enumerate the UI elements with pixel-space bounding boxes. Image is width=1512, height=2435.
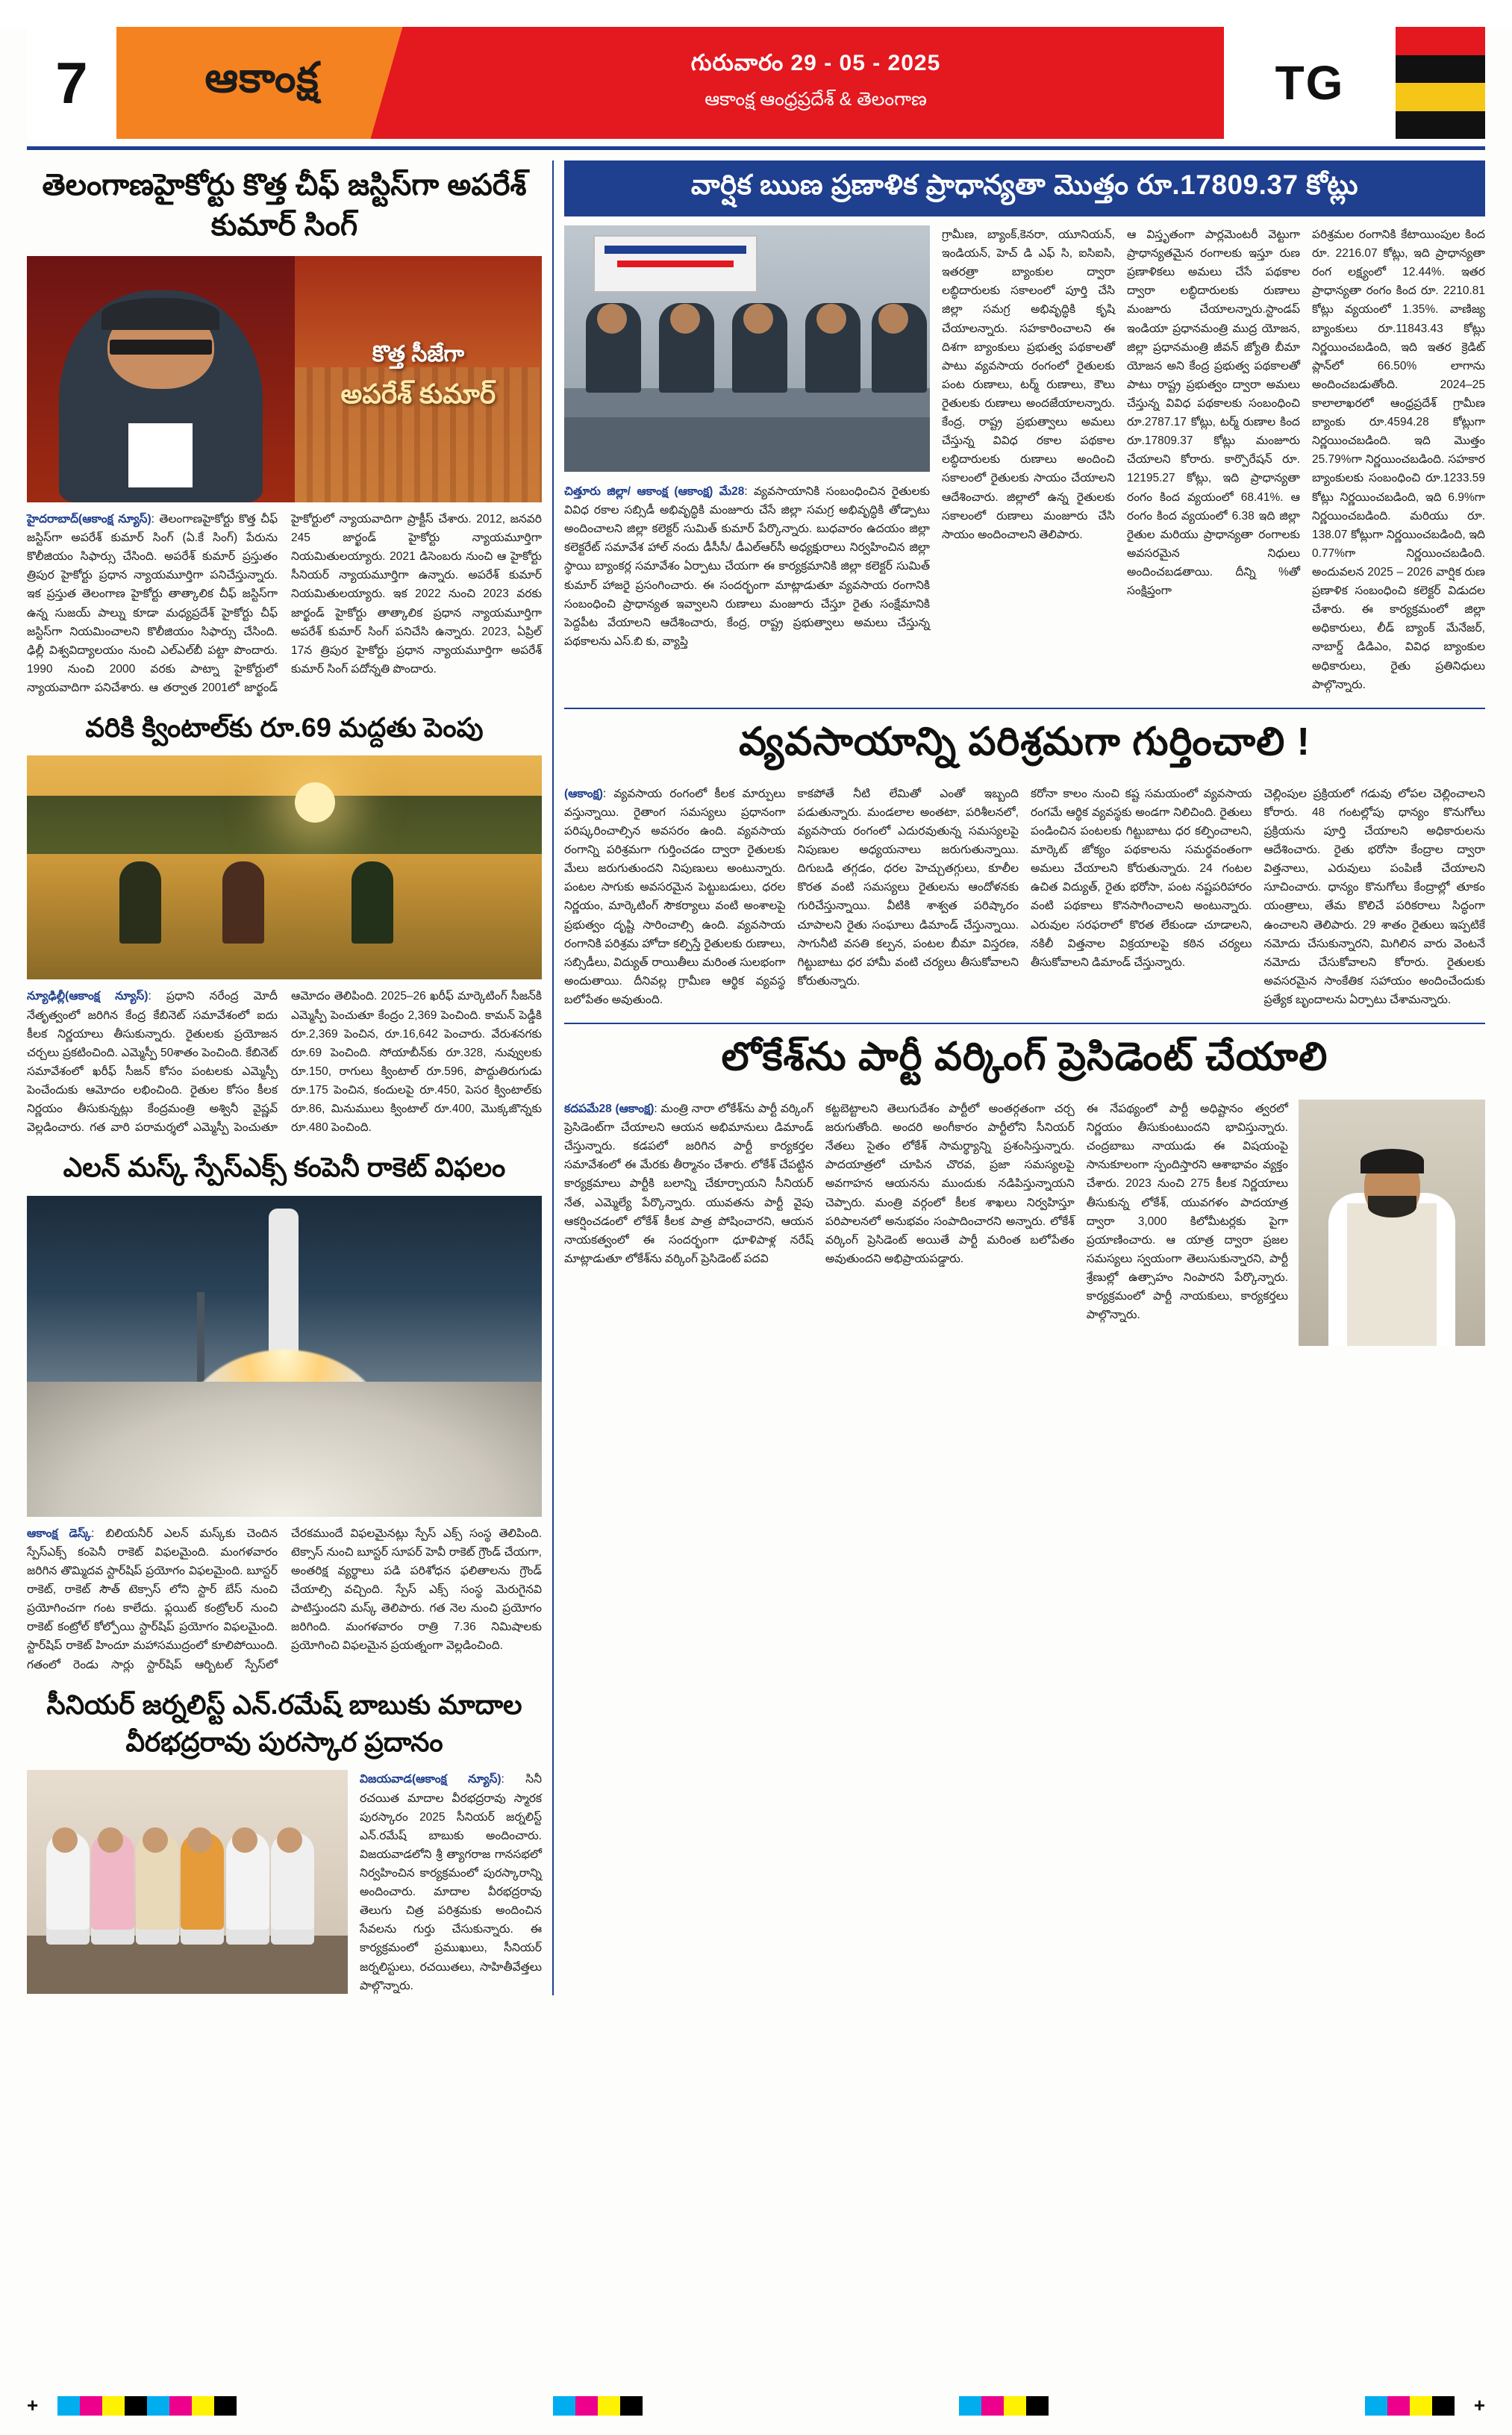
flag-stripes	[1396, 27, 1485, 139]
masthead-rule	[27, 146, 1485, 150]
page-number-box	[27, 27, 116, 139]
left-column	[27, 160, 542, 1995]
story-msp-body	[27, 987, 542, 1137]
banner-lokesh: లోకేశ్‌ను పార్టీ వర్కింగ్ ప్రెసిడెంట్ చేయాలి	[721, 1035, 1328, 1079]
issue-date: గురువారం 29 - 05 - 2025	[690, 51, 941, 75]
headline-award: సీనియర్ జర్నలిస్ట్ ఎన్.రమేష్ బాబుకు మాదాల వీరభద్రరావు పురస్కార ప్రదానం	[46, 1689, 522, 1758]
region-code: TG	[1275, 56, 1345, 110]
lokesh-text-1: : మంత్రి నారా లోకేశ్‌ను పార్టీ వర్కింగ్ ప్రెసిడెంట్‌గా చేయాలని ఆయన అభిమానులు డిమాండ్ చేస్తున్నారు. కడపలో జరిగిన పార్టీ కార్యకర్తల సమావేశంలో ఈ మేరకు తీర్మానం చేశారు. లోకేశ్ చేపట్టిన కార్యక్రమాలు పార్టీకి బలాన్ని చేకూర్చాయని సీనియర్ నేత, ఎమ్మెల్యే పేర్కొన్నారు. యువతను పార్టీ వైపు ఆకర్షించడంలో లోకేశ్ కీలక పాత్ర పోషించారని, ఆయన నాయకత్వంలో ఈ సందర్భంగా ధూళిపాళ్ల నరేష్ మాట్లాడుతూ లోకేశ్‌ను వర్కింగ్ ప్రెసిడెంట్ పదవి	[564, 1103, 813, 1265]
masthead	[27, 27, 1485, 139]
registration-mark-right: +	[1473, 2394, 1485, 2416]
lokesh-col2: కట్టబెట్టాలని తెలుగుదేశం పార్టీలో అంతర్గతంగా చర్చ జరుగుతోంది. అందరి అంగీకారం పార్టీలోని సీనియర్ నేతలు సైతం లోకేశ్ సామర్థ్యాన్ని ప్రశంసిస్తున్నారు. పాదయాత్రలో చూపిన చొరవ, ప్రజా సమస్యలపై అవగాహన ఆయనను ముందుకు నడిపిస్తున్నాయని చెప్పారు. మంత్రి వర్గంలో కీలక శాఖలు నిర్వహిస్తూ పరిపాలనలో అనుభవం సంపాదించారని అన్నారు. లోకేశ్ వర్కింగ్ ప్రెసిడెంట్ అయితే పార్టీ మరింత బలోపేతం అవుతుందని అభిప్రాయపడ్డారు.	[825, 1103, 1075, 1265]
byline-agri: (ఆకాంక్ష)	[564, 787, 603, 800]
right-column	[564, 160, 1485, 1995]
story-spacex-body	[27, 1524, 542, 1674]
story-spacex-text: : బిలియనీర్ ఎలన్ మస్క్‌కు చెందిన స్పేస్‌ఎక్స్ కంపెనీ రాకెట్ విఫలమైంది. మంగళవారం జరిగిన తొమ్మిదవ స్టార్‌షిప్ ప్రయోగం విఫలమైంది. బూస్టర్ రాకెట్, రాకెట్ సౌత్ టెక్సాస్ లోని స్టార్ బేస్ నుంచి ప్రయోగించగా గంట కాలేదు. ఫ్లయిట్ కంట్రోలర్ నుంచి రాకెట్ కంట్రోల్ కోల్పోయి స్టార్‌షిప్ ప్రయోగం విఫలమైంది. స్టార్‌షిప్ రాకెట్ హిందూ మహాసముద్రంలో కూలిపోయింది. గతంలో రెండు సార్లు స్టార్‌షిప్ ఆర్బిటల్ స్పేస్‌లో చేరకముందే విఫలమైనట్లు స్పేస్ ఎక్స్ సంస్థ తెలిపింది. టెక్సాస్ నుంచి బూస్టర్ సూపర్ హెవీ రాకెట్ గ్రౌండ్ చేయగా, అంతరిక్ష వ్యర్థాలు పడి పరిశోధన ఫలితాలను గ్రౌండ్ చేయాల్సి వచ్చింది. స్పేస్ ఎక్స్ సంస్థ మెరుగైనవి పాటిస్తుందని మస్క్ తెలిపారు. గత నెల నుంచి ప్రయోగం జరిగింది. మంగళవారం రాత్రి 7.36 నిమిషాలకు ప్రయోగించి విఫలమైన ప్రయత్నంగా వెల్లడించింది.	[27, 1527, 542, 1671]
judge-photo-caption-1: కొత్త సీజేగా	[372, 342, 464, 367]
story-judge-body	[27, 510, 542, 697]
newspaper-page	[0, 27, 1512, 2435]
headline-judge: తెలంగాణహైకోర్టు కొత్త చీఫ్ జస్టిస్‌గా అపరేశ్ కుమార్ సింగ్	[42, 169, 527, 242]
date-box	[407, 27, 1224, 139]
byline-lokesh: కదపమే28 (ఆకాంక్ష)	[564, 1103, 655, 1116]
story-award-text: : సినీ రచయిత మాదాల వీరభద్రరావు స్మారక పురస్కారం 2025 సీనియర్ జర్నలిస్ట్ ఎన్.రమేష్ బాబుకు అందించారు. విజయవాడలోని శ్రీ త్యాగరాజ గానసభలో నిర్వహించిన కార్యక్రమంలో పురస్కారాన్ని అందించారు. మాదాల వీరభద్రరావు తెలుగు చిత్ర పరిశ్రమకు అందించిన సేవలను గుర్తు చేసుకున్నారు. ఈ కార్యక్రమంలో ప్రముఖులు, సీనియర్ జర్నలిస్టులు, రచయితలు, సాహితీవేత్తలు పాల్గొన్నారు.	[360, 1773, 542, 1992]
banner-agriculture: వ్యవసాయాన్ని పరిశ్రమగా గుర్తించాలి !	[739, 720, 1310, 764]
lokesh-portrait-photo	[1299, 1100, 1485, 1346]
loan-story-col1	[564, 482, 930, 651]
agri-col4: చెల్లింపుల ప్రక్రియలో గడువు లోపల చెల్లించాలని కోరారు. 48 గంటల్లోపు ధాన్యం కొనుగోలు ప్రక్రియను పూర్తి చేయాలని అధికారులను ఆదేశించారు. రైతు భరోసా కేంద్రాల ద్వారా విత్తనాలు, ఎరువులు పంపిణీ చేయాలని సూచించారు. ధాన్యం కొనుగోలు కేంద్రాల్లో తూకం యంత్రాలు, తేమ కొలిచే పరికరాలు సిద్ధంగా ఉంచాలని తెలిపారు. 29 శాతం రైతులు ఇప్పటికే నమోదు చేసుకున్నారని, మిగిలిన వారు వెంటనే నమోదు చేసుకోవాలని కోరారు. రైతులకు అవసరమైన సాంకేతిక సహాయం అందించేందుకు ప్రత్యేక బృందాలను ఏర్పాటు చేశామన్నారు.	[1263, 787, 1485, 1006]
column-divider	[552, 160, 554, 1995]
page-number: 7	[55, 50, 88, 116]
content-grid	[27, 160, 1485, 1995]
story-judge-text: : తెలంగాణహైకోర్టు కొత్త చీఫ్ జస్టిస్‌గా అపరేశ్ కుమార్ సింగ్ (ఏ.కే సింగ్) పేరును కొలీజియం సిఫార్సు చేసింది. అపరేశ్ కుమార్ ప్రస్తుతం త్రిపుర హైకోర్టు ప్రధాన న్యాయమూర్తిగా పనిచేస్తున్నారు. ఇక ప్రస్తుత తెలంగాణ హైకోర్టు తాత్కాలిక చీఫ్ జస్టిస్‌గా ఉన్న సుజయ్ పాల్ను కూడా మధ్యప్రదేశ్ హైకోర్టు చీఫ్ జస్టిస్‌గా నియమించాలని కొలీజియం సిఫార్సు చేసింది. ఢిల్లీ విశ్వవిద్యాలయం నుంచి ఎల్‌ఎల్‌బీ పట్టా పొందారు. 1990 నుంచి 2000 వరకు పాట్నా హైకోర్టులో న్యాయవాదిగా పనిచేశారు. ఆ తర్వాత 2001లో జార్ఖండ్ హైకోర్టులో న్యాయవాదిగా ప్రాక్టీస్ చేశారు. 2012, జనవరి 245 జార్ఖండ్ హైకోర్టు న్యాయమూర్తిగా నియమితులయ్యారు. 2021 డిసెంబరు నుంచి ఆ హైకోర్టు సీనియర్ న్యాయమూర్తిగా ఉన్నారు. అపరేశ్ కుమార్ నియమితులయ్యారు. ఇక 2022 నుంచి 2023 వరకు జార్ఖండ్ హైకోర్టు తాత్కాలిక ప్రధాన న్యాయమూర్తిగా అపరేశ్ కుమార్ సింగ్ పనిచేసి ఉన్నారు. 2023, ఏప్రిల్ 17న త్రిపుర హైకోర్టు ప్రధాన న్యాయమూర్తిగా అపరేశ్ కుమార్ సింగ్ పదోన్నతి పొందారు.	[27, 513, 542, 694]
color-bar-1	[57, 2396, 237, 2416]
region-box	[1224, 27, 1396, 139]
color-bar-4	[1365, 2396, 1455, 2416]
byline-loan: చిత్తూరు జిల్లా/ ఆకాంక్ష (ఆకాంక్ష) మే28	[564, 485, 745, 498]
agri-story	[564, 785, 1485, 1009]
judge-photo	[27, 256, 542, 502]
byline-spacex: ఆకాంక్ష డెస్క్	[27, 1527, 92, 1540]
color-bar-3	[959, 2396, 1049, 2416]
story-award-body	[360, 1770, 542, 1995]
logo-box	[116, 27, 407, 139]
banner-loan-plan: వార్షిక ఋణ ప్రణాళిక ప్రాధాన్యతా మొత్తం రూ.17809.37 కోట్లు	[564, 160, 1485, 216]
agri-col1	[564, 785, 786, 1009]
lokesh-col1	[564, 1100, 813, 1346]
dlrc-meeting-photo	[564, 225, 930, 472]
color-bar-2	[553, 2396, 643, 2416]
agri-col3: కరోనా కాలం నుంచి కష్ట సమయంలో వ్యవసాయ రంగమే ఆర్థిక వ్యవస్థకు అండగా నిలిచింది. రైతులు పండించిన పంటలకు గిట్టుబాటు ధర కల్పించాలని, మార్కెట్ జోక్యం పథకాలను సమర్థవంతంగా అమలు చేయాలని కోరుతున్నారు. 24 గంటల ఉచిత విద్యుత్, రైతు భరోసా, పంట నష్టపరిహారం వంటి పథకాలు కొనసాగించాలని అంటున్నారు. ఎరువుల సరఫరాలో కొరత లేకుండా చూడాలని, నకిలీ విత్తనాల విక్రయాలపై కఠిన చర్యలు తీసుకోవాలని డిమాండ్ చేస్తున్నారు.	[1031, 787, 1252, 969]
rocket-launch-photo	[27, 1196, 542, 1517]
award-ceremony-photo	[27, 1770, 348, 1994]
loan-story-col3: ఆ విస్తృతంగా పార్లమెంటరీ వెట్టుగా ప్రాధాన్యతమైన రంగాలకు ఇస్తూ రుణ ప్రణాళికలు అమలు చేసే పథకాల ద్వారా లబ్ధిదారులకు రుణాలు మంజూరు చేయాలన్నారు.స్టాండప్ ఇండియా ప్రధానమంత్రి ముద్ర యోజన, జిల్లా ప్రధానమంత్రి జీవన్ జ్యోతి బీమా యోజన అని కేంద్ర ప్రభుత్వ పథకాలతో పాటు రాష్ట్ర ప్రభుత్వం ద్వారా అమలు చేస్తున్న వివిధ పథకాలకు సంబంధించి రూ.2787.17 కోట్లు, టర్మ్ రుణాల కింద రూ.17809.37 కోట్లు మంజూరు చేయాలని కోరారు. కార్పొరేషన్ రూ. 12195.27 కోట్లు, ఇది ప్రాధాన్యతా రంగం కింద వ్యయంలో 68.41%. ఆ రంగం కింద వ్యయంలో 6.38 ఇది జిల్లా రైతుల మరియు ప్రాధాన్యతా రంగాలకు అవసరమైన నిధులు అందించబడతాయి. దీన్ని %తో సంక్షిప్తంగా	[1127, 228, 1300, 598]
agri-col2: కాకపోతే నీటి లేమితో ఎంతో ఇబ్బంది పడుతున్నారు. మండలాల అంతటా, పరిశీలనలో, వ్యవసాయ రంగంలో ఎదురవుతున్న సమస్యలపై నిపుణుల అధ్యయనాలు జరుగుతున్నాయి. దిగుబడి తగ్గడం, ధరల హెచ్చుతగ్గులు, కూలీల కొరత వంటి సమస్యలు రైతులను ఆందోళనకు గురిచేస్తున్నాయి. వీటికి శాశ్వత పరిష్కారం చూపాలని రైతు సంఘాలు డిమాండ్ చేస్తున్నాయి. సాగునీటి వసతి కల్పన, పంటల బీమా విస్తరణ, గిట్టుబాటు ధర హామీ వంటి చర్యలు తీసుకోవాలని కోరుతున్నారు.	[797, 787, 1019, 988]
headline-spacex: ఎలన్ మస్క్ స్పేస్‌ఎక్స్ కంపెనీ రాకెట్ విఫలం	[63, 1152, 506, 1183]
story-msp-text: : ప్రధాని నరేంద్ర మోదీ నేతృత్వంలో జరిగిన కేంద్ర కేబినెట్ సమావేశంలో ఐదు కీలక నిర్ణయాలు తీసుకున్నారు. రైతులకు ప్రయోజన చర్చలు ప్రకటించింది. ఎమ్మెస్పీ 50శాతం పెంచింది. కేబినెట్ సమావేశంలో ఖరీఫ్ సీజన్ కోసం పంటలకు ఎమ్మెస్పీ పెంచేందుకు ఆమోదం లభించింది. రైతుల కోసం కీలక నిర్ణయం తీసుకున్నట్లు కేంద్రమంత్రి అశ్వినీ వైష్ణవ్ వెల్లడించారు. గత వారి పరామర్శలో ఎమ్మెస్పీ పెంచుతూ ఆమోదం తెలిపింది. 2025–26 ఖరీఫ్ మార్కెటింగ్ సీజన్‌కి ఎమ్మెస్పీ పెంచుతూ కేంద్రం 2,369 పెంచింది. కామన్ పెడ్డీకి రూ.2,369 పెంచిన, రూ.16,642 పెంచారు. వేరుశనగకు రూ.69 పెంచింది. సోయాబీన్‌కు రూ.328, నువ్వులకు రూ.150, రాగులు క్వింటాల్ రూ.596, పొద్దుతిరుగుడు రూ.175 పెంచిన, కందులపై రూ.450, పెసర క్వింటాల్‌కు రూ.86, మినుములు క్వింటాల్ రూ.400, మొక్కజొన్నకు రూ.480 పెంచింది.	[27, 990, 542, 1135]
registration-mark-left: +	[27, 2394, 39, 2416]
edition-label: ఆకాంక్ష ఆంధ్రప్రదేశ్ & తెలంగాణ	[705, 89, 927, 110]
headline-msp: వరికి క్వింటాల్‌కు రూ.69 మద్దతు పెంపు	[85, 712, 484, 743]
newspaper-logo: ఆకాంక్ష	[204, 54, 319, 101]
loan-story-col4: పరిశ్రమల రంగానికి కేటాయింపుల కింద రూ. 2216.07 కోట్లు, ఇది ప్రాధాన్యతా రంగ లక్ష్యంలో 12.44%. ఇతర ప్రాధాన్యతా రంగం కింద రూ. 2210.81 కోట్లు వ్యయంలో 1.35%. వాణిజ్య బ్యాంకులు రూ.11843.43 కోట్లు నిర్ణయించబడింది, ఇది ఇతర క్రెడిట్ ప్లాన్‌లో 66.50% లాగాను అందించబడుతోంది. 2024–25 కాలాలాఖరలో ఆంధ్రప్రదేశ్ గ్రామీణ బ్యాంకు రూ.4594.28 కోట్లుగా నిర్ణయించబడింది. ఇది మొత్తం 25.79%గా నిర్ణయించబడింది. సహకార బ్యాంకులకు సంబంధించి రూ.1233.59 కోట్లు నిర్ణయించబడింది, ఇది 6.9%గా నిర్ణయించబడింది. మరియు రూ. 138.07 కోట్లుగా నిర్ణయించబడింది, ఇది 0.77%గా నిర్ణయించబడింది. అందువలన 2025 – 2026 వార్షిక రుణ ప్రణాళిక సంబంధించి కలెక్టర్ విడుదల చేశారు. ఈ కార్యక్రమంలో జిల్లా అధికారులు, లీడ్ బ్యాంక్ మేనేజర్, నాబార్డ్ డిడిఎం, వివిధ బ్యాంకుల అధికారులు, రైతు ప్రతినిధులు పాల్గొన్నారు.	[1312, 228, 1485, 691]
loan-text-1: : వ్యవసాయానికి సంబంధించిన రైతులకు వివిధ రకాల సబ్సిడీ అభివృద్ధికి మంజూరు చేసే జిల్లా సమగ్ర అభివృద్ధికి తోడ్పాటు అందించాలని జిల్లా కలెక్టర్ సుమిత్ కుమార్ పేర్కొన్నారు. బుధవారం ఉదయం జిల్లా కలెక్టరేట్ సమావేశ హాల్ నందు డీసీసీ/ డీఎల్‌ఆర్‌సీ అధ్యక్షురాలు నిర్వహించిన జిల్లా స్థాయి బ్యాంకర్ల సమావేశం ఏర్పాటు చేయగా ఈ కార్యక్రమానికి జిల్లా కలెక్టర్ సుమిత్ కుమార్ హాజరై ప్రసంగించారు. ఈ సందర్భంగా మాట్లాడుతూ వ్యవసాయ రంగానికి సంబంధించి ప్రాధాన్యత ఇవ్వాలని రుణాలు మంజూరు చేస్తూ రైతు సంక్షేమానికి పెద్దపీట వేయాలని ఆదేశించారు, కేంద్ర, రాష్ట్ర ప్రభుత్వాలు అమలు చేస్తున్న పథకాలను ఎస్.బి కు, వ్యాప్తి	[564, 485, 930, 648]
agri-text-1: : వ్యవసాయ రంగంలో కీలక మార్పులు వస్తున్నాయి. రైతాంగ సమస్యలు ప్రధానంగా పరిష్కరించాల్సిన అవసరం ఉంది. వ్యవసాయ రంగాన్ని పరిశ్రమగా గుర్తించడం ద్వారా రైతులకు మేలు జరుగుతుందని నిపుణులు అంటున్నారు. పంటల సాగుకు అవసరమైన పెట్టుబడులు, ధరల నిర్ణయం, మార్కెటింగ్ సౌకర్యాలు వంటి అంశాలపై ప్రభుత్వం దృష్టి సారించాల్సి ఉంది. వ్యవసాయ రంగానికి పరిశ్రమ హోదా కల్పిస్తే రైతులకు రుణాలు, సబ్సిడీలు, విద్యుత్ రాయితీలు మరింత సులభంగా అందుతాయి. దీనివల్ల గ్రామీణ ఆర్థిక వ్యవస్థ బలోపేతం అవుతుంది.	[564, 787, 786, 1006]
lokesh-col3: ఈ నేపథ్యంలో పార్టీ అధిష్టానం త్వరలో నిర్ణయం తీసుకుంటుందని భావిస్తున్నారు. చంద్రబాబు నాయుడు ఈ విషయంపై సానుకూలంగా స్పందిస్తారని ఆశాభావం వ్యక్తం చేశారు. 2023 నుంచి 275 కీలక నిర్ణయాలు తీసుకున్న లోకేశ్, యువగళం పాదయాత్ర ద్వారా 3,000 కిలోమీటర్లకు పైగా ప్రయాణించారు. ఆ యాత్ర ద్వారా ప్రజల సమస్యలు స్వయంగా తెలుసుకున్నారని, పార్టీ శ్రేణుల్లో ఉత్సాహం నింపారని పేర్కొన్నారు. కార్యక్రమంలో పార్టీ నాయకులు, కార్యకర్తలు పాల్గొన్నారు.	[1086, 1103, 1288, 1322]
byline-award: విజయవాడ(ఆకాంక్ష న్యూస్)	[360, 1773, 502, 1786]
loan-story-col2: గ్రామీణ, బ్యాంక్,కెనరా, యూనియన్, ఇండియన్, హెచ్ డి ఎఫ్ సి, ఐసిఐసి, ఇతరత్రా బ్యాంకుల ద్వారా లబ్ధిదారులకు సకాలంలో పూర్తి చేసి జిల్లా సమగ్ర అభివృద్ధికి కృషి చేయాలన్నారు. సహకారించాలని ఈ దిశగా బ్యాంకులు ప్రభుత్వ పథకాలతో పాటు వ్యవసాయ రంగంలో రైతులకు పంట రుణాలు, టర్మ్ రుణాలు, కౌలు రైతులకు రుణాలు అందజేయాలన్నారు. కేంద్ర, రాష్ట్ర ప్రభుత్వాలు అమలు చేస్తున్న వివిధ రకాల పథకాల లబ్ధిదారులకు రుణాలు అందించి సకాలంలో రైతులకు సాయం చేయాలని ఆదేశించారు. జిల్లాలో ఉన్న రైతులకు సకాలంలో రుణాలు మంజూరు చేసి సాయం అందించాలని తెలిపారు.	[942, 228, 1115, 541]
registration-marks-footer	[27, 2394, 1485, 2417]
byline-judge: హైదరాబాద్(ఆకాంక్ష న్యూస్)	[27, 513, 151, 526]
paddy-field-photo	[27, 755, 542, 979]
judge-photo-caption-2: అపరేశ్ కుమార్	[340, 378, 496, 409]
byline-msp: న్యూఢిల్లీ(ఆకాంక్ష న్యూస్)	[27, 990, 149, 1003]
